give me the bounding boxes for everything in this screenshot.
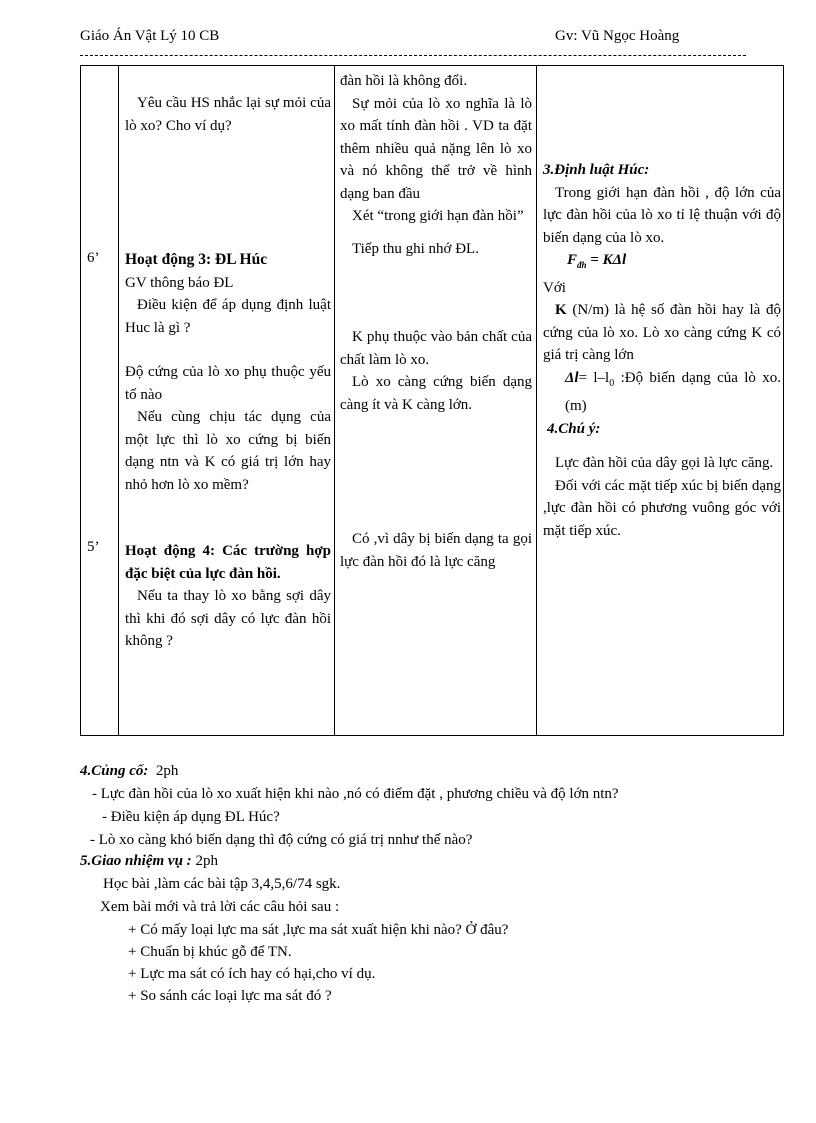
with-label: Với: [543, 279, 566, 296]
teacher-announce-law: GV thông báo ĐL: [125, 274, 234, 291]
lesson-table: [80, 65, 784, 736]
assignment-question-4: + So sánh các loại lực ma sát đó ?: [128, 988, 332, 1004]
student-elastic-limit: Xét “trong giới hạn đàn hồi”: [352, 208, 524, 224]
assignment-question-2: + Chuẩn bị khúc gỗ để TN.: [128, 944, 292, 960]
rope-tension-note: Lực đàn hồi của dây gọi là lực căng.: [555, 455, 774, 471]
student-answer-fatigue: Sự mỏi của lò xo nghĩa là lò xo mất tính đàn hồi . VD ta đặt thêm nhiều quả nặng lên lò xo và nó không thể trở về hình dạng ban đầu: [340, 95, 532, 202]
delta-l-symbol: Δl: [565, 369, 579, 386]
deformation-definition: [543, 367, 781, 418]
teacher-question-fatigue: Yêu cầu HS nhắc lại sự mỏi của lò xo? Cho ví dụ?: [125, 95, 331, 134]
activity-4-title: Hoạt động 4: Các trường hợp đặc biệt của lực đàn hồi.: [125, 543, 331, 582]
teacher-activity-column: [125, 66, 331, 653]
hooke-law-statement: Trong giới hạn đàn hồi , độ lớn của lực đàn hồi của lò xo tỉ lệ thuận với độ biến dạng của lò xo.: [543, 184, 781, 246]
student-answer-constant: đàn hồi là không đổi.: [340, 73, 468, 89]
consolidation-item-1: - Lực đàn hồi của lò xo xuất hiện khi nào ,nó có điểm đặt , phương chiều và độ lớn ntn?: [92, 786, 619, 802]
delta-l-definition: :Độ biến dạng của lò xo.(m): [565, 369, 781, 414]
activity-3-title: Hoạt động 3: ĐL Húc: [125, 251, 268, 268]
student-note-law: Tiếp thu ghi nhớ ĐL.: [352, 240, 479, 257]
time-activity-4: 5’: [87, 539, 100, 555]
student-answer-material: K phụ thuộc vào bản chất của chất làm lò xo.: [340, 329, 532, 368]
assignment-question-1: + Có mấy loại lực ma sát ,lực ma sát xuất hiện khi nào? Ở đâu?: [128, 922, 509, 938]
formula-subscript: đh: [577, 260, 587, 270]
header-course-title: Giáo Án Vật Lý 10 CB: [80, 28, 220, 44]
teacher-question-rope: Nếu ta thay lò xo bằng sợi dây thì khi đó sợi dây có lực đàn hồi không ?: [125, 588, 331, 649]
table-divider-3: [536, 66, 537, 735]
lesson-content-column: [543, 159, 781, 542]
assignment-heading: [80, 851, 218, 872]
student-activity-column: [340, 70, 532, 573]
formula-rhs: = KΔl: [590, 252, 627, 268]
consolidation-time: 2ph: [155, 763, 179, 779]
student-answer-tension: Có ,vì dây bị biến dạng ta gọi lực đàn hồi đó là lực căng: [340, 531, 532, 570]
consolidation-title: 4.Củng cố:: [80, 763, 149, 779]
hooke-formula: [543, 249, 781, 277]
time-activity-3: 6’: [87, 250, 100, 266]
stiffness-definition: [543, 299, 781, 367]
teacher-question-deformation: Nếu cùng chịu tác dụng của một lực thì lò xo cứng bị biến dạng ntn và K có giá trị lớn hay nhỏ hơn lò xo mềm?: [125, 409, 331, 493]
formula-force: F: [567, 252, 578, 268]
table-divider-2: [334, 66, 335, 735]
student-answer-stiffer: Lò xo càng cứng biến dạng càng ít và K càng lớn.: [340, 374, 532, 413]
assignment-homework: Học bài ,làm các bài tập 3,4,5,6/74 sgk.: [103, 876, 341, 892]
k-definition: (N/m) là hệ số đàn hồi hay là độ cứng của lò xo. Lò xo càng cứng K có giá trị càng lớn: [543, 302, 781, 363]
header-dashed-divider: [80, 55, 746, 56]
consolidation-item-2: - Điều kiện áp dụng ĐL Húc?: [102, 809, 280, 825]
teacher-question-condition: Điều kiện để áp dụng định luật Huc là gì ?: [125, 297, 331, 336]
header-teacher-name: Gv: Vũ Ngọc Hoàng: [555, 28, 680, 44]
section-4-title: 4.Chú ý:: [547, 420, 601, 437]
section-3-title: 3.Định luật Húc:: [543, 162, 650, 178]
delta-l-eq: = l–l: [578, 369, 610, 386]
assignment-time: 2ph: [195, 853, 218, 869]
table-divider-1: [118, 66, 119, 735]
assignment-question-3: + Lực ma sát có ích hay có hại,cho ví dụ.: [128, 966, 376, 982]
k-symbol: K: [555, 302, 567, 318]
teacher-question-stiffness: Độ cứng của lò xo phụ thuộc yếu tố nào: [125, 364, 331, 403]
assignment-title: 5.Giao nhiệm vụ :: [80, 853, 192, 869]
assignment-preview: Xem bài mới và trả lời các câu hỏi sau :: [100, 899, 340, 915]
delta-l-subscript: 0: [609, 377, 615, 389]
contact-surface-note: Đối với các mặt tiếp xúc bị biến dạng ,lực đàn hồi có phương vuông góc với mặt tiếp xúc.: [543, 477, 781, 539]
consolidation-heading: [80, 761, 178, 782]
consolidation-item-3: - Lò xo càng khó biến dạng thì độ cứng có giá trị nnhư thế nào?: [90, 832, 473, 848]
